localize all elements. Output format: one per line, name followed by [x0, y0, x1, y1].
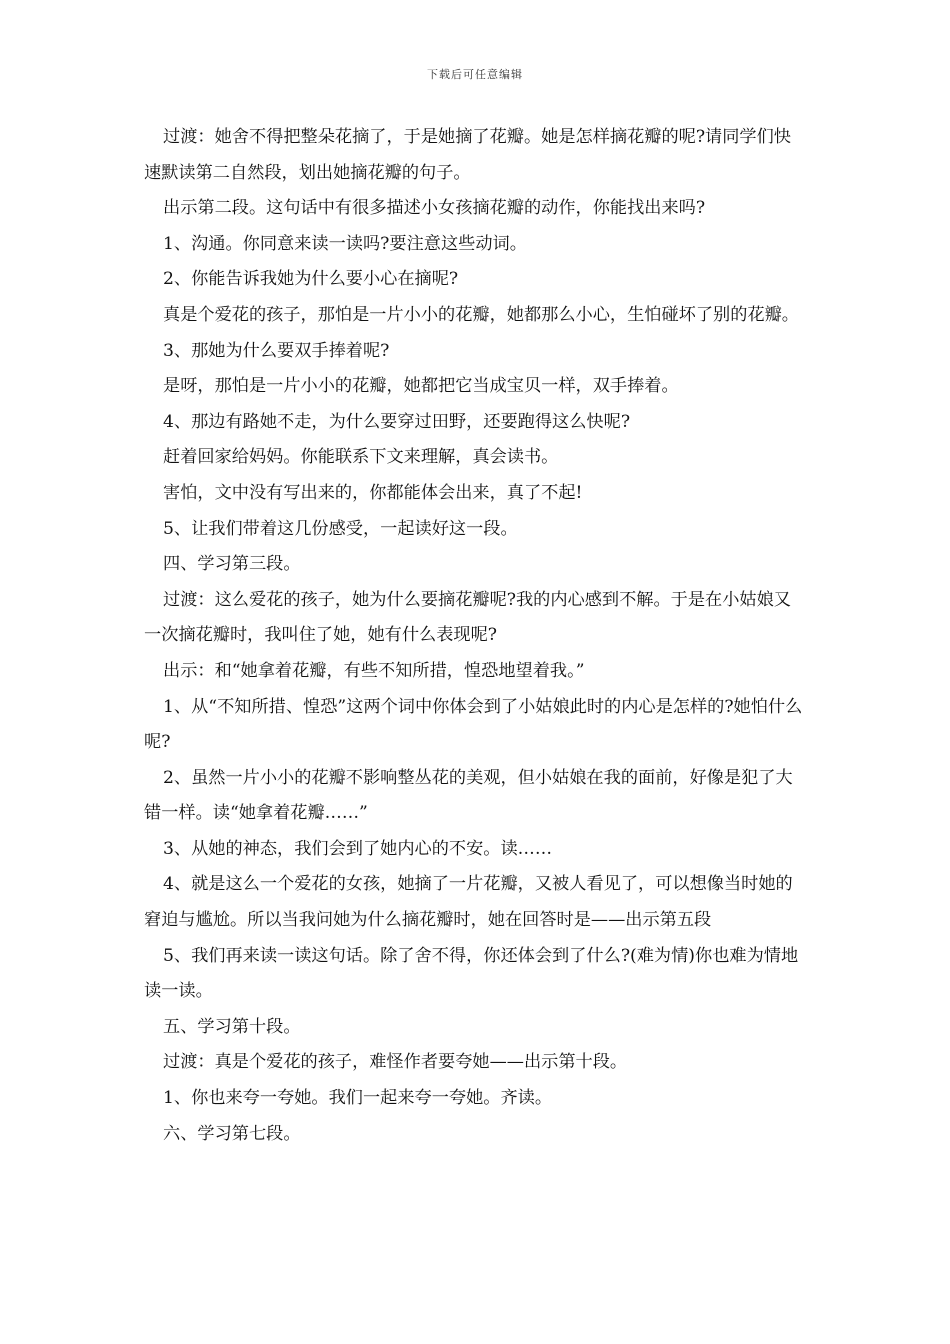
paragraph: 过渡：她舍不得把整朵花摘了，于是她摘了花瓣。她是怎样摘花瓣的呢?请同学们快速默读第二自然段，划出她摘花瓣的句子。 [144, 127, 791, 183]
paragraph: 3、那她为什么要双手捧着呢? [163, 340, 390, 361]
paragraph: 3、从她的神态，我们会到了她内心的不安。读…… [163, 838, 553, 859]
paragraph: 真是个爱花的孩子，那怕是一片小小的花瓣，她都那么小心，生怕碰坏了别的花瓣。 [163, 304, 799, 325]
page-header: 下载后可任意编辑 [427, 68, 523, 81]
paragraph: 4、那边有路她不走，为什么要穿过田野，还要跑得这么快呢? [163, 411, 631, 432]
section-heading: 六、学习第七段。 [163, 1123, 301, 1144]
document-body [144, 120, 808, 1152]
paragraph: 出示：和“她拿着花瓣，有些不知所措，惶恐地望着我。” [163, 660, 585, 681]
paragraph: 2、虽然一片小小的花瓣不影响整丛花的美观，但小姑娘在我的面前，好像是犯了大错一样。读“她拿着花瓣……” [144, 767, 793, 824]
paragraph: 1、你也来夸一夸她。我们一起来夸一夸她。齐读。 [163, 1088, 553, 1109]
paragraph: 是呀，那怕是一片小小的花瓣，她都把它当成宝贝一样，双手捧着。 [163, 376, 679, 397]
paragraph: 过渡：真是个爱花的孩子，难怪作者要夸她——出示第十段。 [163, 1052, 628, 1073]
paragraph: 1、从“不知所措、惶恐”这两个词中你体会到了小姑娘此时的内心是怎样的?她怕什么呢? [144, 696, 803, 753]
paragraph: 害怕，文中没有写出来的，你都能体会出来，真了不起! [163, 482, 583, 503]
paragraph: 1、沟通。你同意来读一读吗?要注意这些动词。 [163, 233, 527, 254]
section-heading: 四、学习第三段。 [163, 554, 301, 575]
paragraph: 5、我们再来读一读这句话。除了舍不得，你还体会到了什么?(难为情)你也难为情地读一读。 [144, 945, 799, 1002]
paragraph: 出示第二段。这句话中有很多描述小女孩摘花瓣的动作，你能找出来吗? [163, 198, 706, 219]
paragraph: 赶着回家给妈妈。你能联系下文来理解，真会读书。 [163, 447, 559, 468]
paragraph: 4、就是这么一个爱花的女孩，她摘了一片花瓣，又被人看见了，可以想像当时她的窘迫与尴尬。所以当我问她为什么摘花瓣时，她在回答时是——出示第五段 [144, 874, 793, 931]
paragraph: 5、让我们带着这几份感受，一起读好这一段。 [163, 518, 518, 539]
paragraph: 过渡：这么爱花的孩子，她为什么要摘花瓣呢?我的内心感到不解。于是在小姑娘又一次摘花瓣时，我叫住了她，她有什么表现呢? [144, 589, 791, 646]
paragraph: 2、你能告诉我她为什么要小心在摘呢? [163, 269, 459, 290]
section-heading: 五、学习第十段。 [163, 1016, 301, 1037]
